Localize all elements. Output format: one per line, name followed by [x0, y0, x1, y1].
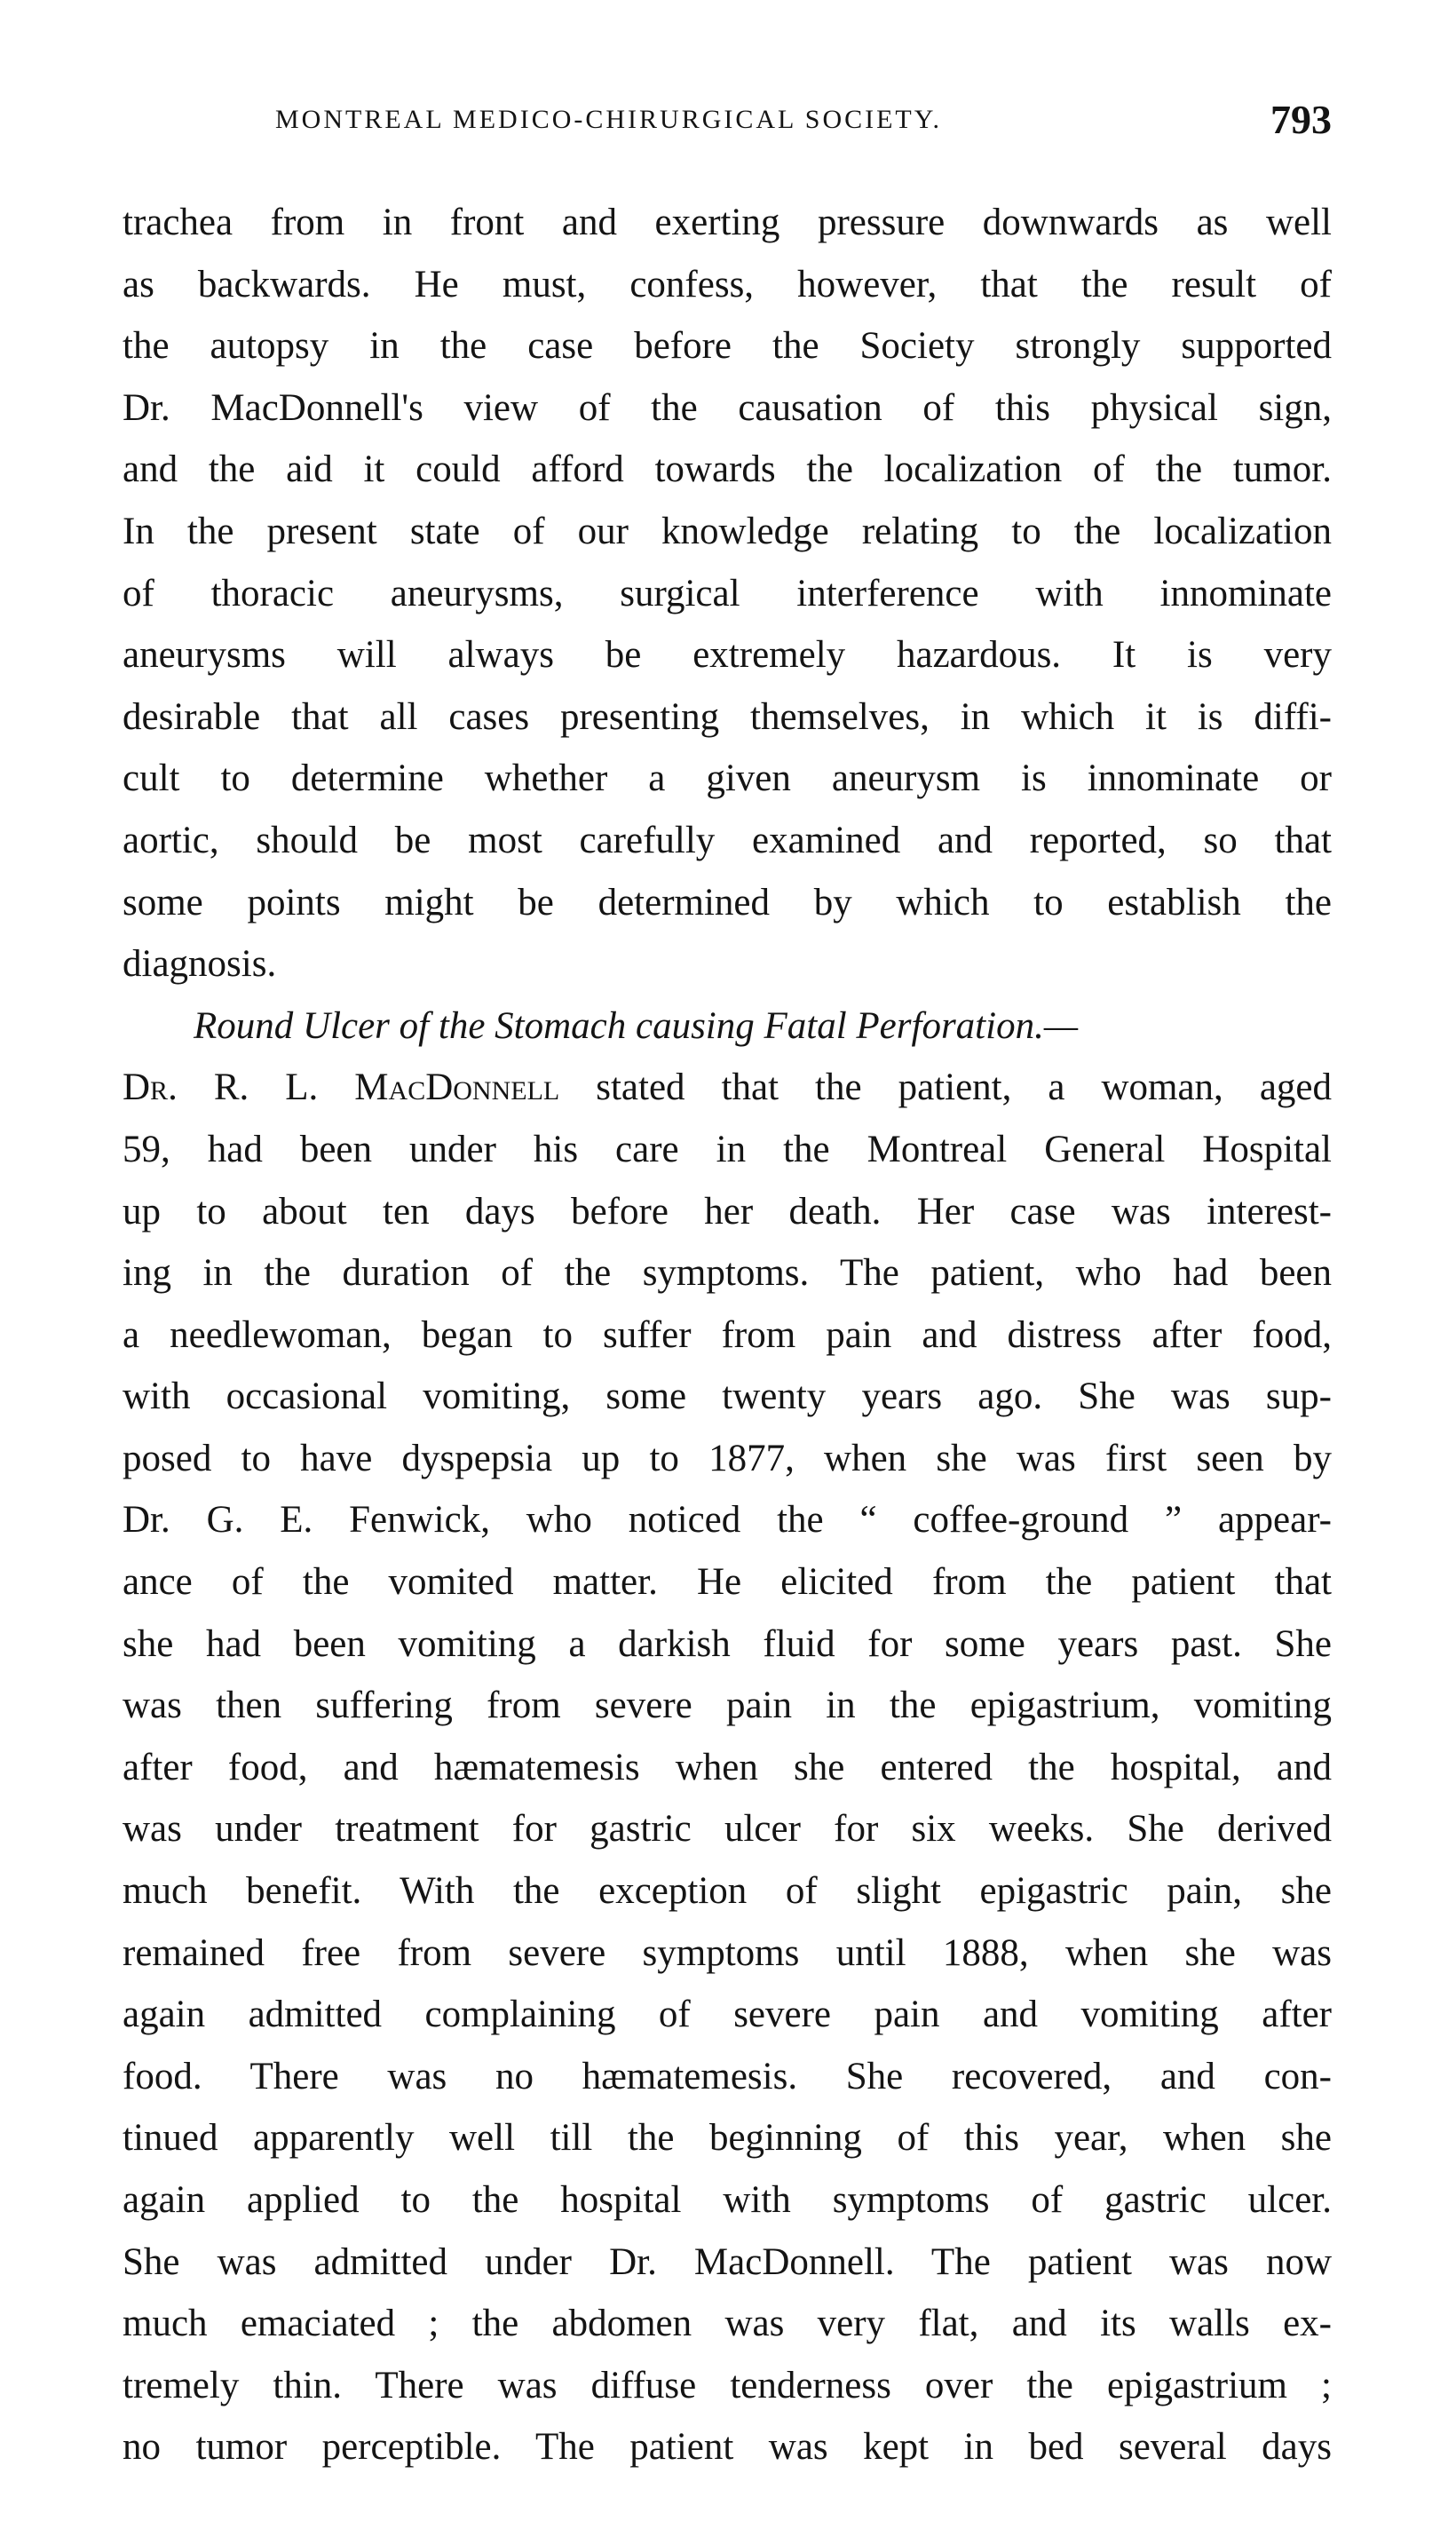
- text-line: Dr. G. E. Fenwick, who noticed the “ coffee-ground ” appear-: [123, 1499, 1332, 1542]
- text-line: tremely thin. There was diffuse tenderness over the epigastrium ;: [123, 2364, 1332, 2406]
- speaker-name: Dr. R. L. MacDonnell: [123, 1066, 560, 1109]
- body-text: [123, 192, 1332, 2478]
- text-line: some points might be determined by which to establish the: [123, 881, 1332, 924]
- text-line: was then suffering from severe pain in the epigastrium, vomiting: [123, 1685, 1332, 1727]
- text-line: Dr. MacDonnell's view of the causation of this physical sign,: [123, 386, 1332, 429]
- section-heading: Round Ulcer of the Stomach causing Fatal Perforation.—: [194, 1004, 1079, 1047]
- text-line: a needlewoman, began to suffer from pain and distress after food,: [123, 1313, 1332, 1356]
- text-line: She was admitted under Dr. MacDonnell. The patient was now: [123, 2240, 1332, 2283]
- running-title: MONTREAL MEDICO-CHIRURGICAL SOCIETY.: [275, 105, 943, 134]
- first-line-text: stated that the patient, a woman, aged: [559, 1066, 1332, 1109]
- text-line: as backwards. He must, confess, however, that the result of: [123, 263, 1332, 305]
- text-line: much benefit. With the exception of slight epigastric pain, she: [123, 1870, 1332, 1913]
- text-line: the autopsy in the case before the Society strongly supported: [123, 325, 1332, 368]
- text-line: cult to determine whether a given aneurysm is innominate or: [123, 757, 1332, 800]
- text-line: desirable that all cases presenting themselves, in which it is diffi-: [123, 695, 1332, 738]
- text-line: 59, had been under his care in the Montreal General Hospital: [123, 1128, 1332, 1170]
- text-line: again admitted complaining of severe pain and vomiting after: [123, 1994, 1332, 2036]
- text-line: food. There was no hæmatemesis. She recovered, and con-: [123, 2055, 1332, 2097]
- section-first-line: [123, 1057, 1332, 1119]
- text-line: ance of the vomited matter. He elicited from the patient that: [123, 1561, 1332, 1604]
- text-line: ing in the duration of the symptoms. The patient, who had been: [123, 1252, 1332, 1295]
- text-line: she had been vomiting a darkish fluid for some years past. She: [123, 1622, 1332, 1665]
- text-line: was under treatment for gastric ulcer for six weeks. She derived: [123, 1808, 1332, 1851]
- text-line: diagnosis.: [123, 943, 277, 986]
- text-line: trachea from in front and exerting pressure downwards as well: [123, 202, 1332, 243]
- text-line: aneurysms will always be extremely hazardous. It is very: [123, 634, 1332, 677]
- text-line: aortic, should be most carefully examined and reported, so that: [123, 819, 1332, 861]
- text-line: up to about ten days before her death. Her case was interest-: [123, 1190, 1332, 1233]
- text-line: no tumor perceptible. The patient was kept in bed several days: [123, 2426, 1332, 2469]
- text-line: In the present state of our knowledge relating to the localization: [123, 510, 1332, 552]
- text-line: and the aid it could afford towards the localization of the tumor.: [123, 448, 1332, 491]
- text-line: much emaciated ; the abdomen was very flat, and its walls ex-: [123, 2303, 1332, 2345]
- text-line: again applied to the hospital with symptoms of gastric ulcer.: [123, 2179, 1332, 2221]
- page-number: 793: [1270, 97, 1332, 142]
- running-head: [124, 96, 1332, 149]
- text-line: of thoracic aneurysms, surgical interference with innominate: [123, 572, 1332, 614]
- text-line: with occasional vomiting, some twenty years ago. She was sup-: [123, 1376, 1332, 1418]
- text-line: posed to have dyspepsia up to 1877, when she was first seen by: [123, 1437, 1332, 1479]
- text-line: after food, and hæmatemesis when she entered the hospital, and: [123, 1746, 1332, 1788]
- text-line: tinued apparently well till the beginning of this year, when she: [123, 2117, 1332, 2160]
- text-line: remained free from severe symptoms until 1888, when she was: [123, 1931, 1332, 1974]
